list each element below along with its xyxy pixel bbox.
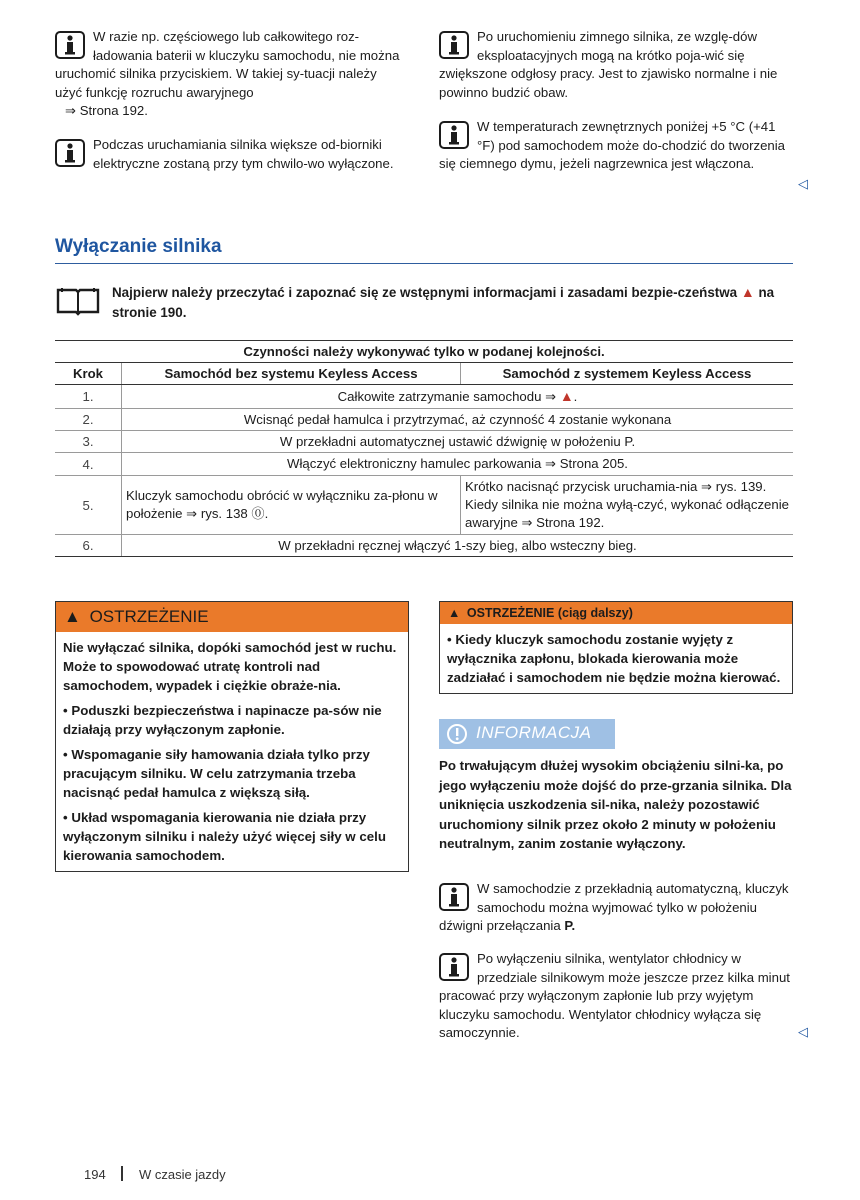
warning-box-continued xyxy=(439,601,793,694)
section-title: Wyłączanie silnika xyxy=(55,236,222,257)
footer-section: W czasie jazdy xyxy=(138,1167,226,1182)
step-text-keyless: Krótko nacisnąć przycisk uruchamia-nia ⇒ rys. 139. Kiedy silnika nie można wyłą-czyć, wykonać odłączenie awaryjne ⇒ Strona 192. xyxy=(461,476,794,535)
step-text: Całkowite zatrzymanie samochodu ⇒ xyxy=(337,389,557,404)
warning-paragraph: • Wspomaganie siły hamowania działa tylko przy pracującym silniku. W celu zatrzymania trzeba nacisnąć pedał hamulca z większą siłą. xyxy=(63,747,370,800)
step-number: 2. xyxy=(55,409,122,431)
information-text: Po trwałującym dłużej wysokim obciążeniu silni-ka, po jego wyłączeniu może dojść do prze-grzania silnika. Dla uniknięcia uszkodzenia sil-nika, należy pozostawić uruchomiony silnik przez około 2 minuty w położeniu neutralnym, zanim zostanie wyłączony. xyxy=(439,758,792,851)
column-header: Samochód bez systemu Keyless Access xyxy=(122,363,461,385)
info-note: W samochodzie z przekładnią automatyczną, kluczyk samochodu można wyjmować tylko w położeniu dźwigni przełączania P. xyxy=(439,881,789,933)
info-icon xyxy=(439,31,469,59)
step-text-no-keyless: Kluczyk samochodu obrócić w wyłączniku za-płonu w położenie ⇒ rys. 138 ⓪. xyxy=(122,476,461,535)
table-row xyxy=(55,476,793,535)
page-footer xyxy=(84,1166,226,1182)
info-icon xyxy=(439,883,469,911)
step-number: 3. xyxy=(55,431,122,453)
info-note: Po uruchomieniu zimnego silnika, ze wzglę-dów eksploatacyjnych mogą na krótko poja-wić się zwiększone odgłosy pracy. Jest to zjawisko normalne i nie powinno budzić obaw. xyxy=(439,29,778,100)
step-text: W przekładni ręcznej włączyć 1-szy bieg, albo wsteczny bieg. xyxy=(122,535,794,557)
information-header xyxy=(439,719,615,749)
step-number: 1. xyxy=(55,385,122,409)
book-icon xyxy=(56,286,100,321)
table-caption: Czynności należy wykonywać tylko w podanej kolejności. xyxy=(55,341,793,363)
warning-triangle-icon: ▲ xyxy=(740,284,755,300)
warning-paragraph: • Kiedy kluczyk samochodu zostanie wyjęty z wyłącznika zapłonu, blokada kierowania może zadziałać i samochodem nie będzie można kierować. xyxy=(447,632,781,685)
footer-divider xyxy=(121,1166,123,1181)
warning-title: OSTRZEŻENIE (ciąg dalszy) xyxy=(466,606,633,620)
warning-triangle-icon: ▲ xyxy=(559,388,574,404)
step-number: 6. xyxy=(55,535,122,557)
info-icon xyxy=(55,139,85,167)
table-row: 1. Całkowite zatrzymanie samochodu ⇒ ▲. xyxy=(55,385,793,409)
warning-body xyxy=(440,624,792,693)
warning-body xyxy=(56,632,408,871)
continue-mark: ◁ xyxy=(798,176,808,191)
section-rule xyxy=(55,263,793,264)
warning-header xyxy=(56,602,408,632)
column-header: Samochód z systemem Keyless Access xyxy=(461,363,794,385)
table-row xyxy=(55,453,793,476)
step-text: Włączyć elektroniczny hamulec parkowania ⇒ Strona 205. xyxy=(122,453,794,476)
table-row xyxy=(55,535,793,557)
page-link[interactable]: ⇒ Strona 192. xyxy=(65,103,148,118)
table-row xyxy=(55,431,793,453)
warning-paragraph: • Układ wspomagania kierowania nie działa przy wyłączonym silniku i należy użyć więcej siły w celu kierowania samochodem. xyxy=(63,810,386,863)
warning-paragraph: Nie wyłączać silnika, dopóki samochód jest w ruchu. Może to spowodować utratę kontroli nad samochodem, wypadek i ciężkie obraże-nia. xyxy=(63,640,397,693)
step-text: Wcisnąć pedał hamulca i przytrzymać, aż czynność 4 zostanie wykonana xyxy=(122,409,794,431)
continue-mark: ◁ xyxy=(798,1024,808,1039)
information-title: INFORMACJA xyxy=(476,723,592,742)
warning-box xyxy=(55,601,409,872)
info-note: Podczas uruchamiania silnika większe od-biorniki elektryczne zostaną przy tym chwilo-wo wyłączone. xyxy=(55,136,401,173)
page-number: 194 xyxy=(84,1167,106,1182)
info-note: W razie np. częściowego lub całkowitego roz-ładowania baterii w kluczyku samochodu, nie można uruchomić silnika przyciskiem. W takiej sy-tuacji należy użyć funkcję rozruchu awaryjnego ⇒ Strona 192. xyxy=(55,29,400,118)
warning-header xyxy=(440,602,792,624)
info-note: W temperaturach zewnętrznych poniżej +5 °C (+41 °F) pod samochodem może do-chodzić do tworzenia się ciemnego dymu, jeżeli nagrzewnica jest włączona. xyxy=(439,119,786,171)
info-icon xyxy=(439,121,469,149)
table-row xyxy=(55,409,793,431)
column-header: Krok xyxy=(55,363,122,385)
step-number: 5. xyxy=(55,476,122,535)
info-icon xyxy=(55,31,85,59)
info-icon xyxy=(439,953,469,981)
step-text: W przekładni automatycznej ustawić dźwignię w położeniu P. xyxy=(122,431,794,453)
step-number: 4. xyxy=(55,453,122,476)
warning-title: OSTRZEŻENIE xyxy=(89,607,209,626)
intro-text: Najpierw należy przeczytać i zapoznać się ze wstępnymi informacjami i zasadami bezpie-czeństwa ▲ na stronie 190. xyxy=(112,284,775,320)
steps-table xyxy=(55,340,793,557)
warning-triangle-icon: ▲ xyxy=(64,607,81,626)
info-note: Po wyłączeniu silnika, wentylator chłodnicy w przedziale silnikowym może jeszcze przez kilka minut pracować przy wyłączonym zapłonie lub przy wyjętym kluczyku samochodu. Wentylator chłodnicy wyłącza się samoczynnie. xyxy=(439,951,790,1040)
warning-triangle-icon: ▲ xyxy=(448,606,461,620)
warning-paragraph: • Poduszki bezpieczeństwa i napinacze pa-sów nie działają przy wyłączonym zapłonie. xyxy=(63,703,382,737)
exclamation-circle-icon xyxy=(446,723,468,745)
